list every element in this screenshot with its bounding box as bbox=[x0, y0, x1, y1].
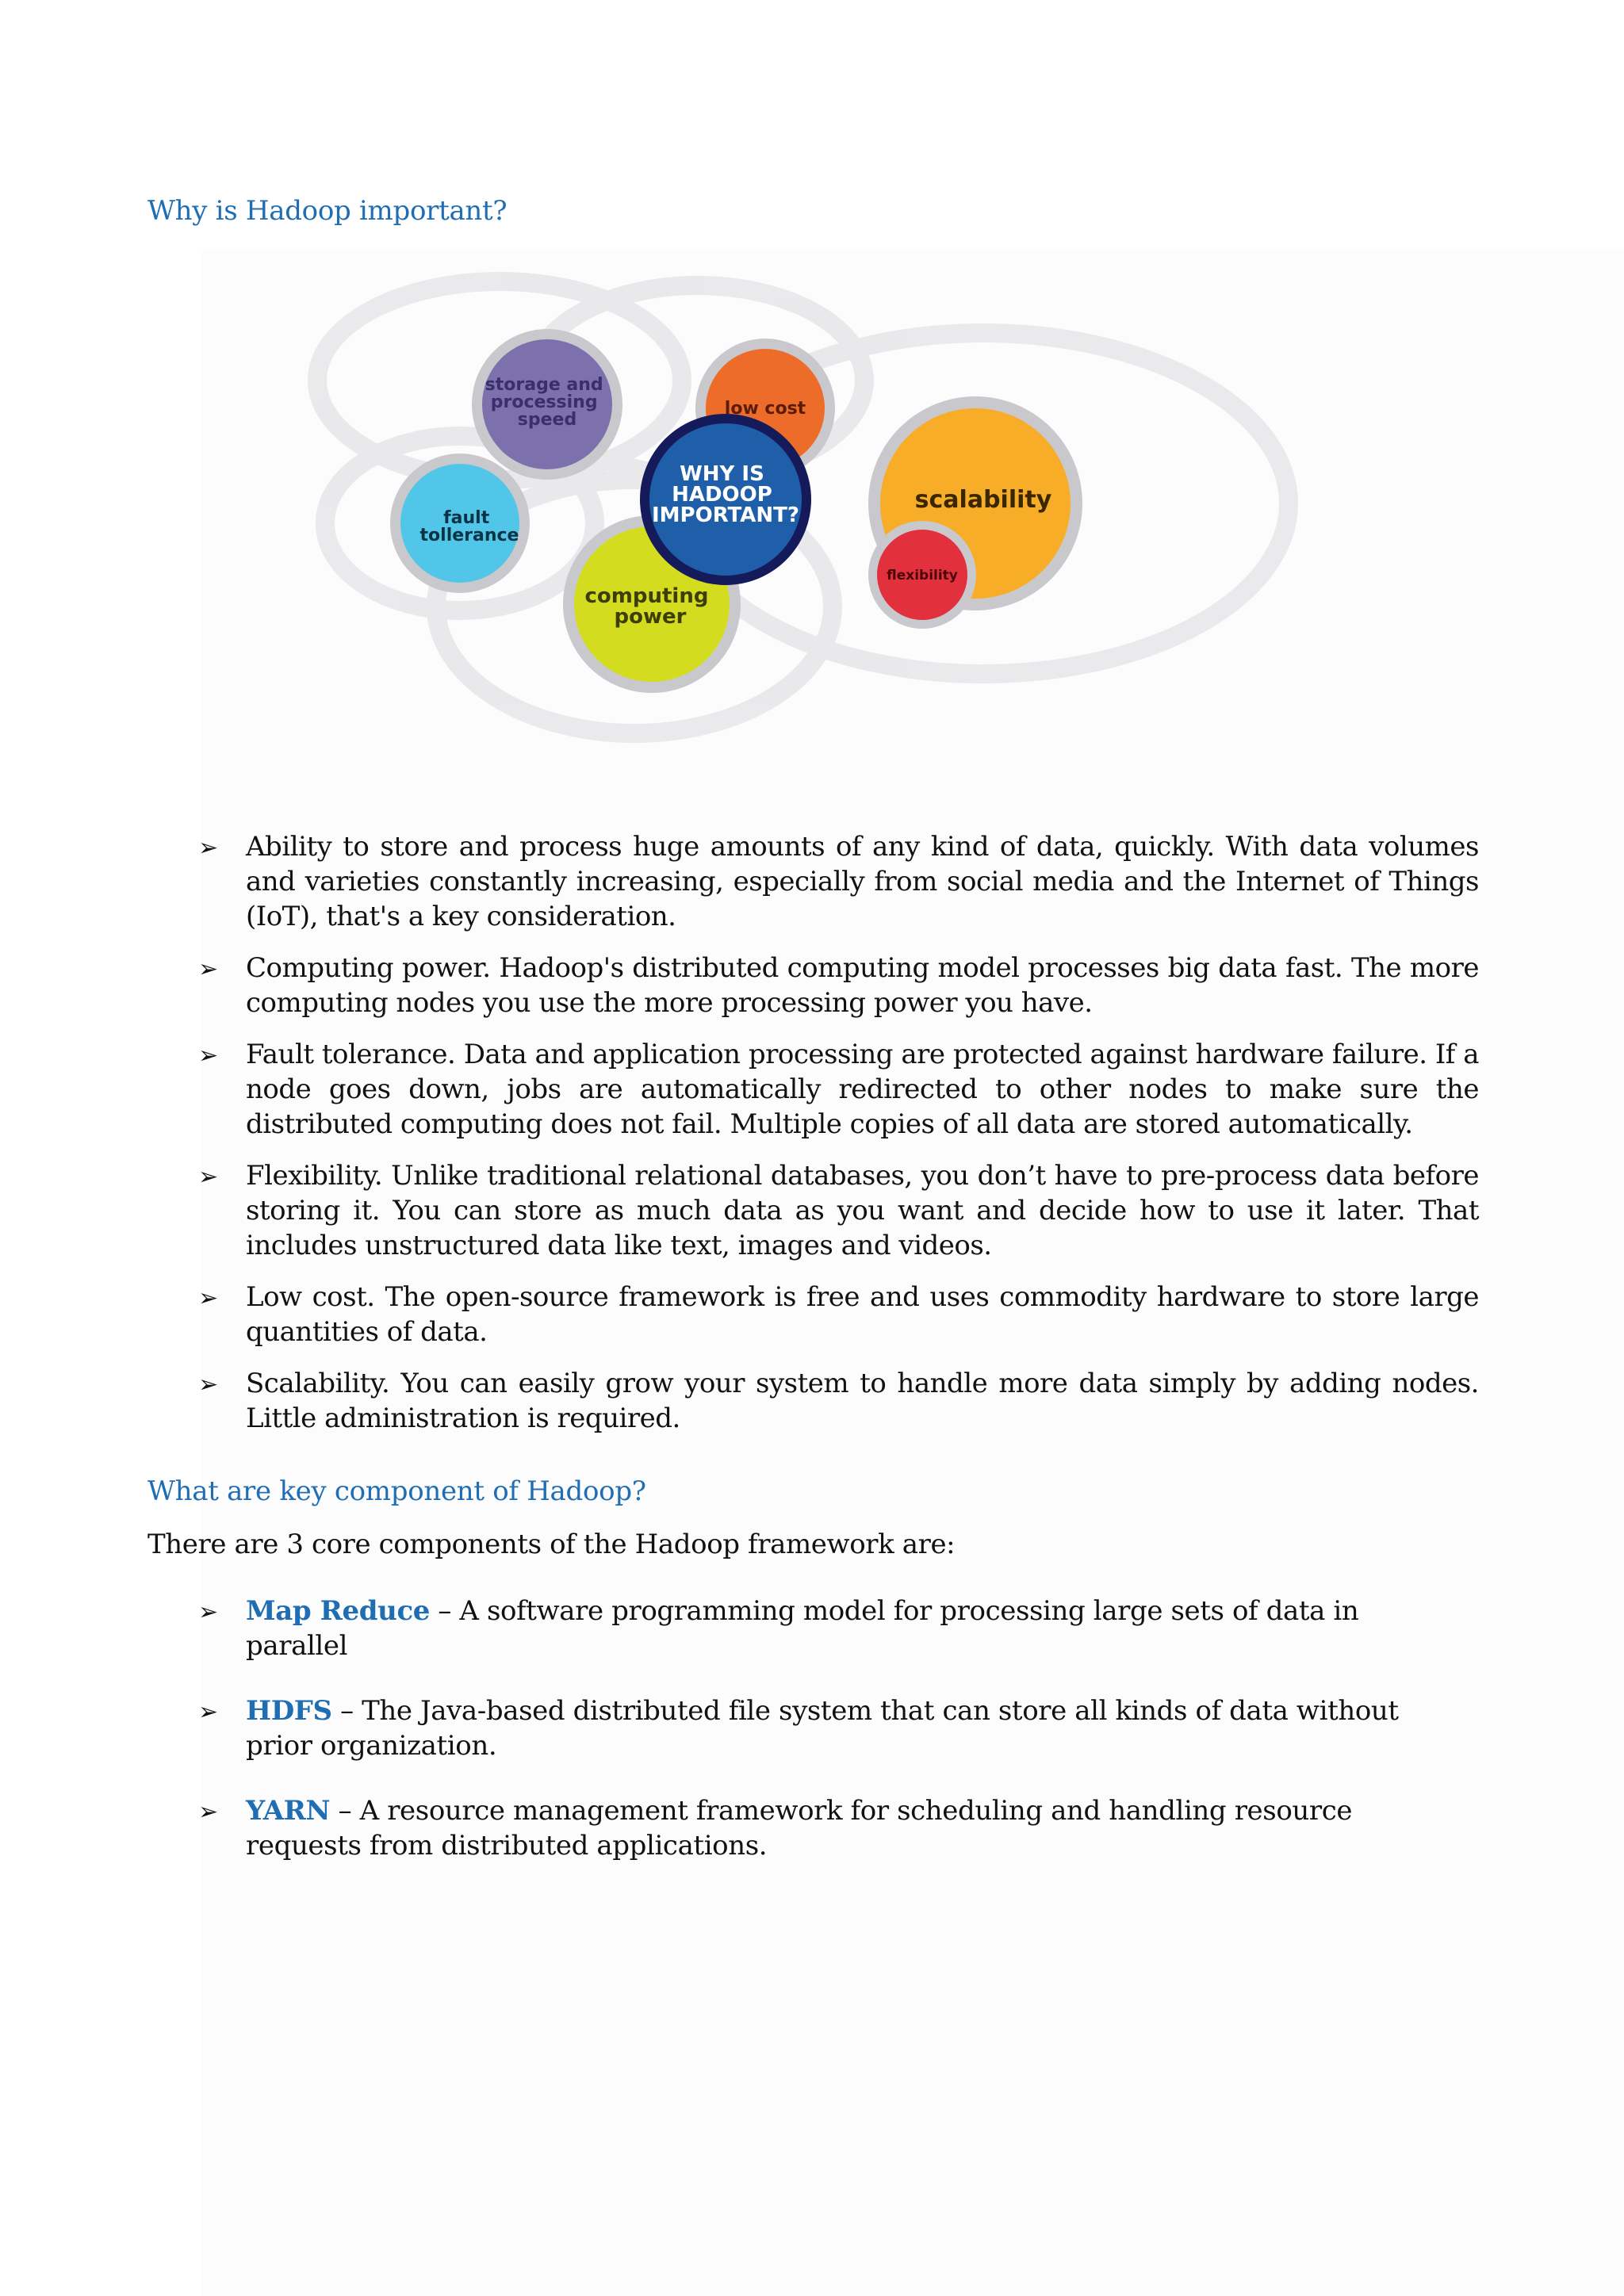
bullet-text: Flexibility. Unlike traditional relational databases, you don’t have to pre-process data before storing it. You can store as much data as you want and decide how to use it later. That includes unstructured data like text, images and videos. bbox=[246, 1160, 1479, 1261]
component-name: Map Reduce bbox=[246, 1595, 430, 1627]
components-intro: There are 3 core components of the Hadoop framework are: bbox=[147, 1529, 956, 1560]
component-name: YARN bbox=[246, 1795, 331, 1827]
arrow-bullet-icon: ➢ bbox=[198, 1042, 218, 1070]
circle-fault-tolerance bbox=[390, 453, 530, 593]
component-name: HDFS bbox=[246, 1695, 332, 1727]
circle-storage bbox=[472, 329, 622, 480]
components-list bbox=[198, 1594, 1467, 1893]
circle-scalability-label: scalability bbox=[914, 486, 1052, 514]
circle-computing-label: computing power bbox=[584, 584, 709, 629]
component-description: – The Java-based distributed file system that can store all kinds of data without prior organization. bbox=[246, 1695, 1399, 1762]
arrow-bullet-icon: ➢ bbox=[198, 1284, 218, 1312]
bullet-text: Ability to store and process huge amounts of any kind of data, quickly. With data volumes and varieties constantly increasing, especially from social media and the Internet of Things (IoT), that's a key consideration. bbox=[246, 831, 1479, 932]
arrow-bullet-icon: ➢ bbox=[198, 1371, 218, 1399]
bullet-text: Scalability. You can easily grow your system to handle more data simply by adding nodes. Little administration is required. bbox=[246, 1368, 1479, 1434]
arrow-bullet-icon: ➢ bbox=[198, 1798, 218, 1826]
section-heading-key-components: What are key component of Hadoop? bbox=[147, 1475, 646, 1507]
circle-fault-tolerance-label: fault tollerance bbox=[419, 508, 519, 545]
list-item bbox=[198, 1158, 1479, 1263]
importance-bullet-list bbox=[198, 829, 1479, 1452]
circle-center bbox=[640, 414, 811, 585]
center-label: WHY IS HADOOP IMPORTANT? bbox=[652, 462, 799, 527]
list-item bbox=[198, 1793, 1467, 1863]
list-item bbox=[198, 1366, 1479, 1436]
arrow-bullet-icon: ➢ bbox=[198, 1598, 218, 1626]
circle-storage-label: storage and processing speed bbox=[485, 375, 603, 430]
list-item bbox=[198, 1280, 1479, 1349]
circle-flexibility-label: flexibility bbox=[887, 568, 958, 584]
component-description: – A resource management framework for scheduling and handling resource requests from distributed applications. bbox=[246, 1795, 1353, 1862]
circle-low-cost-label: low cost bbox=[724, 399, 806, 419]
arrow-bullet-icon: ➢ bbox=[198, 955, 218, 983]
arrow-bullet-icon: ➢ bbox=[198, 1698, 218, 1726]
hadoop-importance-diagram bbox=[301, 262, 1332, 769]
list-item bbox=[198, 1037, 1479, 1142]
bullet-text: Low cost. The open-source framework is free and uses commodity hardware to store large quantities of data. bbox=[246, 1281, 1479, 1348]
bullet-text: Computing power. Hadoop's distributed computing model processes big data fast. The more computing nodes you use the more processing power you have. bbox=[246, 952, 1479, 1019]
list-item bbox=[198, 1693, 1467, 1763]
list-item bbox=[198, 1594, 1467, 1663]
arrow-bullet-icon: ➢ bbox=[198, 834, 218, 862]
section-heading-why-hadoop: Why is Hadoop important? bbox=[147, 195, 508, 227]
list-item bbox=[198, 951, 1479, 1020]
bullet-text: Fault tolerance. Data and application processing are protected against hardware failure. If a node goes down, jobs are automatically redirected to other nodes to make sure the distributed computing does not fail. Multiple copies of all data are stored automatically. bbox=[246, 1039, 1479, 1140]
circle-flexibility bbox=[868, 521, 976, 629]
list-item bbox=[198, 829, 1479, 934]
arrow-bullet-icon: ➢ bbox=[198, 1163, 218, 1191]
component-description: – A software programming model for processing large sets of data in parallel bbox=[246, 1595, 1359, 1662]
